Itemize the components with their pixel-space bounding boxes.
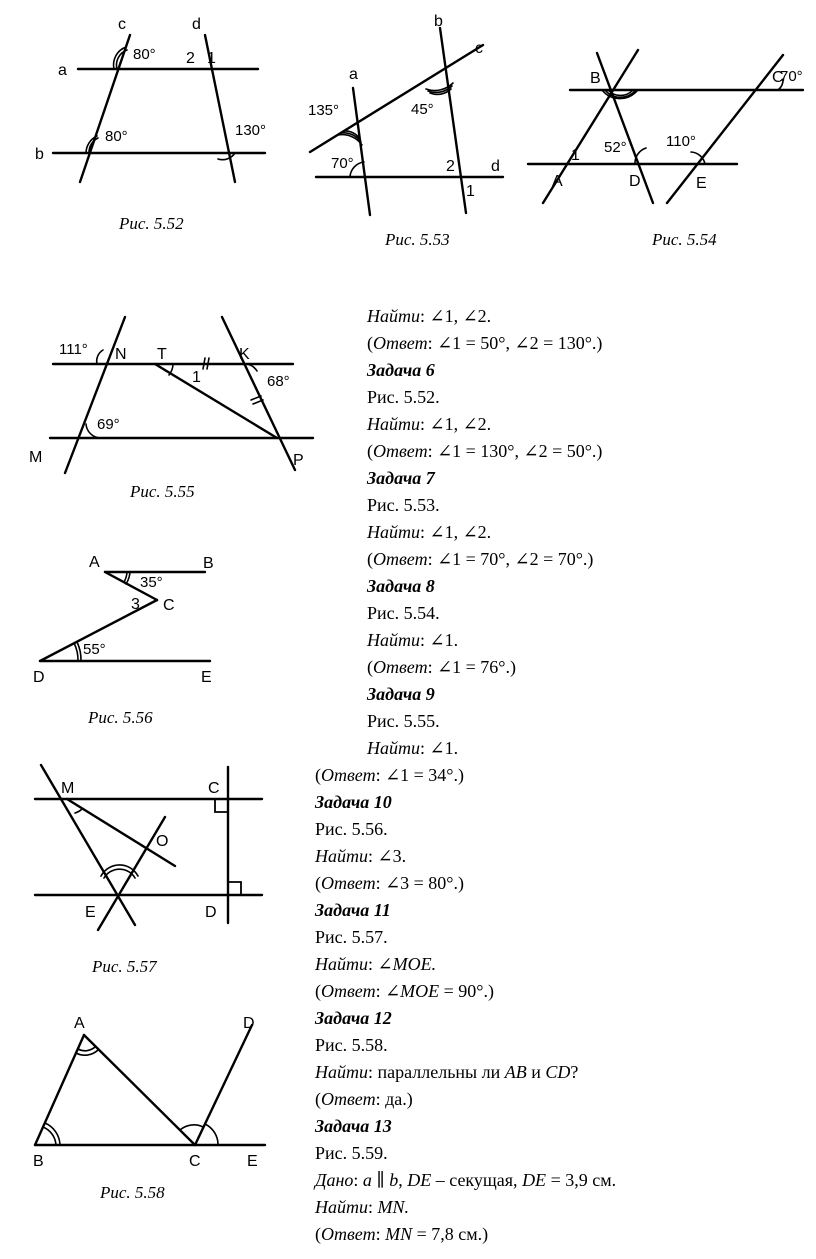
point-E: E [201,669,212,686]
text-span: ( [315,873,321,893]
text-italic: b [389,1170,399,1190]
text-italic: Найти [315,1197,368,1217]
figure-5-58 [25,1010,275,1170]
task-heading: Задача 8 [367,576,435,596]
figure-5-56 [25,550,255,690]
task-heading: Задача 12 [315,1008,392,1028]
point-P: P [293,452,304,469]
point-A: A [89,554,100,571]
point-D: D [243,1015,255,1032]
point-A: A [552,173,563,190]
label-b: b [434,13,443,30]
text-span: ( [315,981,321,1001]
label-c: c [118,16,126,33]
point-A: A [74,1015,85,1032]
text-span: = 90°.) [439,981,494,1001]
text-italic: Ответ [373,333,428,353]
angle-label: 55° [83,641,106,658]
answer-line [315,1221,488,1248]
text-italic: MOE. [392,954,437,974]
text-span: : [368,1197,378,1217]
text-span: : ∠3 = 80°.) [375,873,464,893]
answer-line [315,762,464,789]
answer-line [367,330,602,357]
point-C: C [189,1153,201,1170]
text-italic: DE [522,1170,547,1190]
text-line [367,627,458,654]
angle-label: 68° [267,373,290,390]
text-italic: AB [504,1062,527,1082]
text-italic: MOE [400,981,440,1001]
figure-caption: Рис. 5.53 [385,230,450,249]
text-span: : ∠1 = 130°, ∠2 = 50°.) [427,441,603,461]
angle-label: 80° [105,128,128,145]
text-line [315,1194,409,1221]
answer-line [367,654,516,681]
text-span: : ∠1 = 34°.) [375,765,464,785]
text-span: : ∠1, ∠2. [420,306,492,326]
task-heading: Задача 10 [315,792,392,812]
task-heading: Задача 9 [367,684,435,704]
angle-label: 52° [604,139,627,156]
text-line [315,1059,578,1086]
task-heading: Задача 6 [367,360,435,380]
figure-caption: Рис. 5.52 [119,214,184,233]
text-line [367,519,491,546]
task-heading: Задача 7 [367,468,435,488]
text-span: ( [367,549,373,569]
text-line [367,735,458,762]
text-span: : ∠1, ∠2. [420,414,492,434]
label-c: c [475,40,483,57]
point-C: C [772,69,784,86]
text-italic: Найти [367,630,420,650]
point-N: N [115,346,127,363]
answer-line [367,546,593,573]
angle-label: 45° [411,101,434,118]
text-italic: MN. [377,1197,410,1217]
text-line [367,303,491,330]
text-italic: a [362,1170,372,1190]
text-line: Рис. 5.55. [367,711,440,731]
text-italic: Ответ [321,873,376,893]
angle-number: 2 [186,50,195,67]
point-C: C [208,780,220,797]
text-italic: MN [385,1224,413,1244]
figure-5-52 [25,10,275,210]
point-B: B [33,1153,44,1170]
answer-line [367,438,602,465]
text-span: : ∠ [368,954,393,974]
text-span: : ∠ [375,981,401,1001]
angle-number: 3 [131,596,140,613]
text-span: : ∠1. [420,630,459,650]
text-span: : ∠1 = 70°, ∠2 = 70°.) [427,549,594,569]
text-span: : [375,1224,386,1244]
answer-line [315,1086,413,1113]
text-italic: Найти [315,846,368,866]
label-b: b [35,146,44,163]
text-italic: Ответ [321,1224,376,1244]
text-italic: Ответ [373,549,428,569]
point-M: M [61,780,75,797]
text-line: Рис. 5.59. [315,1143,388,1163]
figure-5-54 [525,35,810,215]
point-B: B [590,70,601,87]
point-D: D [33,669,45,686]
point-E: E [696,175,707,192]
angle-label: 130° [235,122,267,139]
point-K: K [239,346,250,363]
angle-label: 135° [308,102,340,119]
text-italic: Найти [367,306,420,326]
answer-line [315,870,464,897]
text-italic: Найти [367,738,420,758]
text-italic: Найти [367,414,420,434]
text-italic: Найти [315,1062,368,1082]
answer-line [315,978,494,1005]
task-heading: Задача 13 [315,1116,392,1136]
text-span: : да.) [375,1089,413,1109]
point-T: T [157,346,167,363]
text-span: ( [367,441,373,461]
point-E: E [247,1153,258,1170]
figure-caption: Рис. 5.56 [88,708,153,727]
task-heading: Задача 11 [315,900,391,920]
angle-number: 1 [571,147,580,164]
point-O: O [156,833,169,850]
figure-5-53 [298,10,528,230]
text-italic: Найти [315,954,368,974]
figure-caption: Рис. 5.58 [100,1183,165,1202]
text-span: ? [570,1062,579,1082]
text-line: Рис. 5.53. [367,495,440,515]
angle-label: 110° [666,133,696,150]
text-italic: Ответ [373,657,428,677]
angle-number: 2 [446,158,455,175]
angle-label: 80° [133,46,156,63]
text-italic: Ответ [373,441,428,461]
text-span: ( [367,657,373,677]
label-d: d [192,16,201,33]
point-E: E [85,904,96,921]
point-M: M [29,449,43,466]
text-line [367,411,491,438]
text-span: , [398,1170,408,1190]
text-span: : ∠1, ∠2. [420,522,492,542]
angle-label: 70° [331,155,354,172]
text-span: : параллельны ли [368,1062,505,1082]
label-a: a [349,66,358,83]
text-line: Рис. 5.52. [367,387,440,407]
text-span: : ∠3. [368,846,407,866]
text-span: ( [367,333,373,353]
text-span: : ∠1. [420,738,459,758]
text-italic: Ответ [321,981,376,1001]
point-B: B [203,555,214,572]
text-span: ( [315,765,321,785]
text-line [315,843,406,870]
text-italic: Найти [367,522,420,542]
figure-5-55 [25,305,325,480]
text-italic: CD [545,1062,571,1082]
point-C: C [163,597,175,614]
text-span: = 7,8 см.) [412,1224,489,1244]
text-span: : ∠1 = 76°.) [427,657,516,677]
text-line: Рис. 5.58. [315,1035,388,1055]
text-italic: Ответ [321,1089,376,1109]
text-italic: DE [407,1170,432,1190]
text-span: : [353,1170,363,1190]
text-span: ( [315,1089,321,1109]
text-span: ∥ [371,1170,390,1190]
label-a: a [58,62,67,79]
figure-caption: Рис. 5.54 [652,230,717,249]
text-line: Рис. 5.57. [315,927,388,947]
text-span: : ∠1 = 50°, ∠2 = 130°.) [427,333,603,353]
text-span: и [526,1062,546,1082]
text-italic: Дано [315,1170,354,1190]
angle-label: 35° [140,574,163,591]
text-line: Рис. 5.56. [315,819,388,839]
point-D: D [629,173,641,190]
angle-label: 70° [780,68,803,85]
text-line [315,1167,616,1194]
figure-caption: Рис. 5.57 [92,957,157,976]
angle-number: 1 [192,369,201,386]
angle-label: 69° [97,416,120,433]
point-D: D [205,904,217,921]
text-span: ( [315,1224,321,1244]
figure-caption: Рис. 5.55 [130,482,195,501]
text-line [315,951,436,978]
text-line: Рис. 5.54. [367,603,440,623]
text-italic: Ответ [321,765,376,785]
figure-5-57 [25,755,275,945]
angle-number: 1 [466,183,475,200]
angle-label: 111° [59,341,88,358]
angle-number: 1 [207,50,216,67]
text-span: = 3,9 см. [546,1170,617,1190]
text-span: – секущая, [431,1170,523,1190]
label-d: d [491,158,500,175]
